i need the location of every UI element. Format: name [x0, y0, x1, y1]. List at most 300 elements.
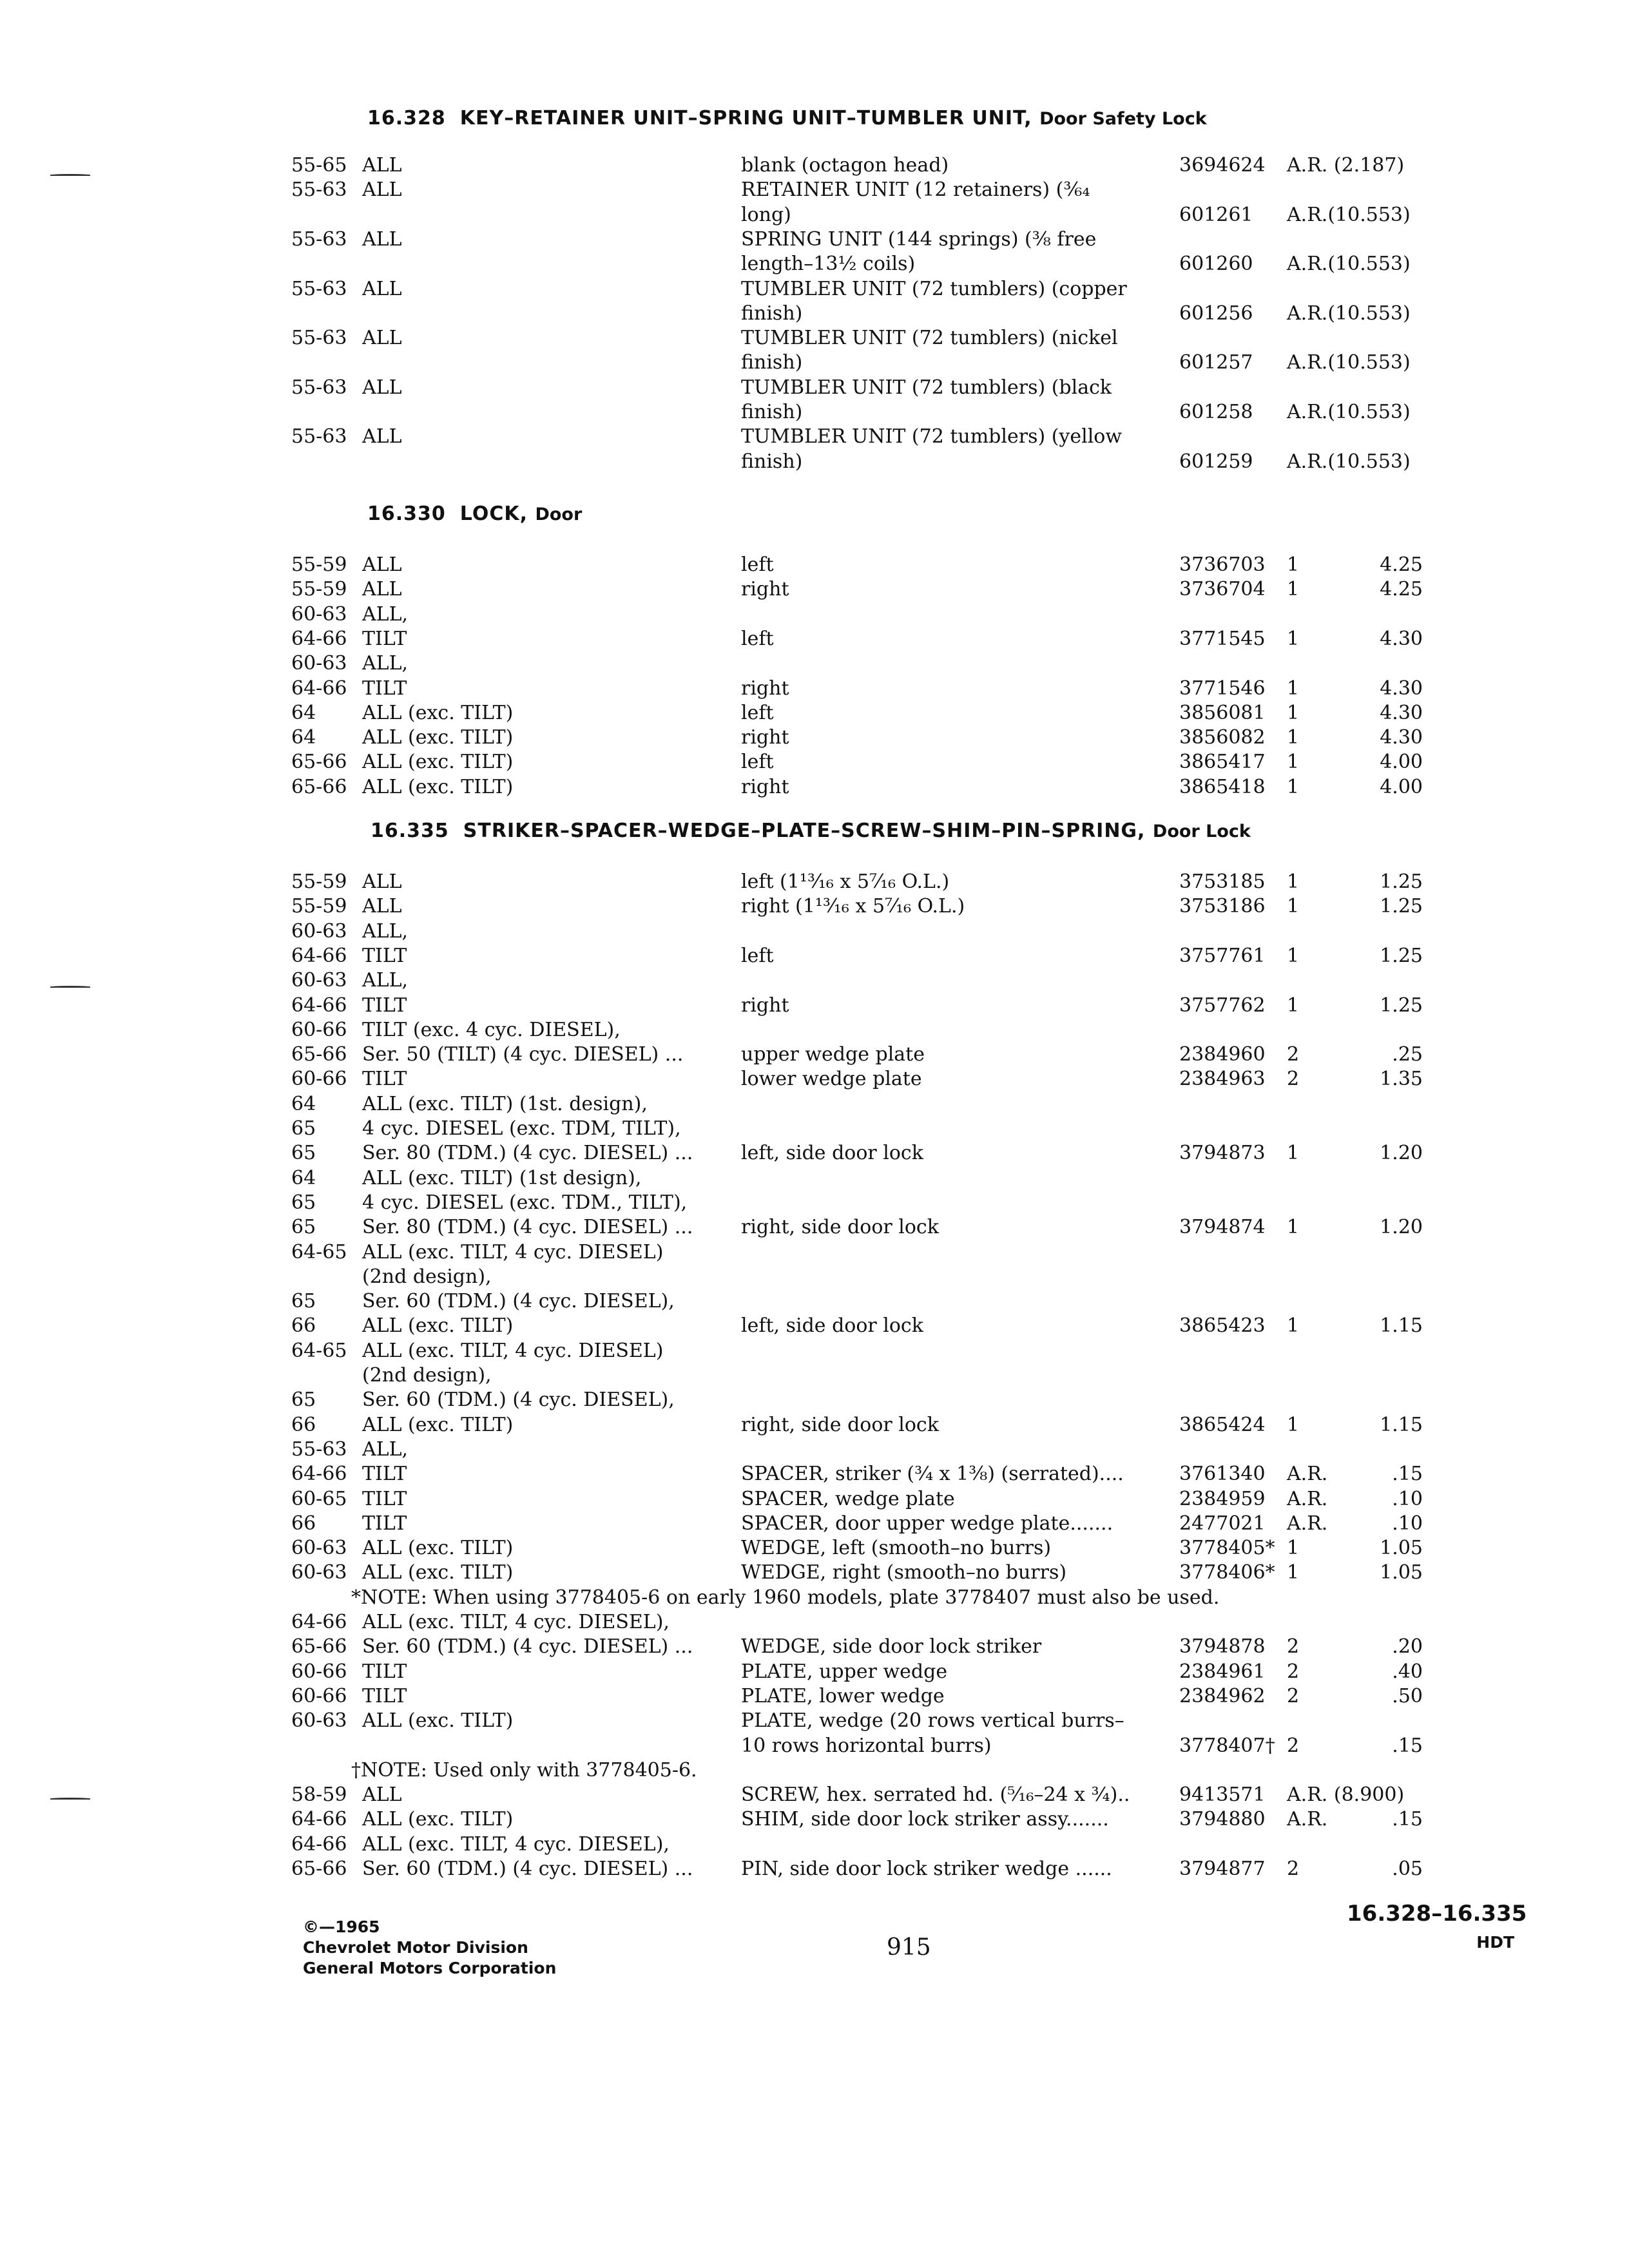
- part-number: 2384960: [1179, 1043, 1266, 1066]
- model-application: ALL (exc. TILT): [362, 1709, 514, 1733]
- quantity: 1: [1287, 677, 1300, 700]
- model-year: 55-63: [291, 178, 347, 202]
- part-description: left (1¹³⁄₁₆ x 5⁷⁄₁₆ O.L.): [741, 870, 950, 893]
- part-row: [0, 775, 1629, 800]
- model-application: Ser. 80 (TDM.) (4 cyc. DIESEL) ...: [362, 1216, 693, 1239]
- model-application: TILT: [362, 677, 407, 700]
- part-row: [0, 1215, 1629, 1240]
- part-description: upper wedge plate: [741, 1043, 925, 1066]
- model-year: 64-66: [291, 944, 347, 967]
- model-application: ALL (exc. TILT): [362, 1561, 514, 1584]
- part-description: RETAINER UNIT (12 retainers) (³⁄₆₄: [741, 178, 1090, 202]
- quantity: A.R.: [1287, 1487, 1328, 1510]
- part-row: [0, 677, 1629, 701]
- quantity: A.R.: [1287, 1808, 1328, 1831]
- quantity: 1: [1287, 1413, 1300, 1436]
- model-application: Ser. 60 (TDM.) (4 cyc. DIESEL),: [362, 1290, 675, 1313]
- price: .15: [1392, 1734, 1423, 1757]
- model-application: ALL: [362, 578, 402, 601]
- model-application: ALL (exc. TILT, 4 cyc. DIESEL): [362, 1339, 664, 1362]
- part-description: right, side door lock: [741, 1413, 939, 1436]
- binding-mark: [50, 174, 90, 176]
- part-number: 3865418: [1179, 775, 1266, 798]
- part-number: 3694624: [1179, 154, 1266, 177]
- quantity-price: A.R.(10.553): [1287, 253, 1411, 276]
- part-row: [0, 1832, 1629, 1857]
- model-year: 65: [291, 1117, 316, 1140]
- section-range: 16.328–16.335: [1347, 1901, 1527, 1927]
- part-row: [0, 1141, 1629, 1166]
- part-row: [0, 701, 1629, 726]
- quantity: 2: [1287, 1660, 1300, 1683]
- model-application: ALL: [362, 178, 402, 202]
- part-row: [0, 919, 1629, 944]
- quantity: 2: [1287, 1684, 1300, 1707]
- model-year: 65-66: [291, 751, 347, 774]
- part-row: [0, 1561, 1629, 1585]
- part-row: [0, 1117, 1629, 1141]
- division-code: HDT: [1476, 1933, 1514, 1952]
- model-year: 66: [291, 1413, 316, 1436]
- part-row: [0, 252, 1629, 276]
- part-description: right (1¹³⁄₁₆ x 5⁷⁄₁₆ O.L.): [741, 895, 965, 918]
- part-row: [0, 602, 1629, 627]
- model-year: 55-63: [291, 376, 347, 399]
- part-description: blank (octagon head): [741, 154, 949, 177]
- model-application: ALL (exc. TILT): [362, 701, 514, 724]
- model-year: 64-65: [291, 1240, 347, 1264]
- model-year: 60-63: [291, 652, 347, 675]
- model-year: 60-63: [291, 919, 347, 943]
- price: 4.25: [1380, 553, 1423, 576]
- part-row: [0, 1734, 1629, 1758]
- model-year: 60-66: [291, 1684, 347, 1707]
- model-year: 64: [291, 1092, 316, 1115]
- part-description: left: [741, 751, 774, 774]
- part-row: [0, 1067, 1629, 1091]
- part-description: left: [741, 701, 774, 724]
- part-description: left, side door lock: [741, 1314, 923, 1338]
- quantity-price: A.R.(10.553): [1287, 302, 1411, 325]
- price: 1.25: [1380, 870, 1423, 893]
- part-row: [0, 726, 1629, 750]
- model-application: TILT: [362, 1512, 407, 1535]
- price: 4.25: [1380, 578, 1423, 601]
- part-number: 3761340: [1179, 1463, 1266, 1486]
- part-description: SPACER, striker (¾ x 1⅜) (serrated)....: [741, 1463, 1124, 1486]
- model-year: 55-65: [291, 154, 347, 177]
- quantity-price: A.R.(10.553): [1287, 351, 1411, 374]
- part-description: long): [741, 203, 791, 226]
- part-description: SPRING UNIT (144 springs) (⅜ free: [741, 227, 1097, 251]
- quantity: 1: [1287, 944, 1300, 967]
- part-description: left: [741, 553, 774, 576]
- model-year: 55-59: [291, 870, 347, 893]
- part-number: 3794878: [1179, 1635, 1266, 1658]
- model-application: ALL (exc. TILT): [362, 726, 514, 749]
- part-row: [0, 1240, 1629, 1265]
- part-description: TUMBLER UNIT (72 tumblers) (black: [741, 376, 1112, 399]
- model-application: (2nd design),: [362, 1364, 492, 1387]
- quantity: 1: [1287, 1537, 1300, 1560]
- part-row: [0, 450, 1629, 474]
- section-title: 16.335 STRIKER–SPACER–WEDGE–PLATE–SCREW–SHIM–PIN–SPRING, Door Lock: [371, 820, 1251, 842]
- model-application: TILT: [362, 1660, 407, 1683]
- part-row: [0, 1413, 1629, 1437]
- part-row: [0, 1092, 1629, 1117]
- model-application: ALL: [362, 425, 402, 448]
- section-title: 16.328 KEY–RETAINER UNIT–SPRING UNIT–TUMBLER UNIT, Door Safety Lock: [367, 107, 1207, 130]
- quantity: 1: [1287, 553, 1300, 576]
- part-description: right: [741, 578, 789, 601]
- model-application: ALL (exc. TILT) (1st design),: [362, 1166, 642, 1189]
- corporation: General Motors Corporation: [303, 1959, 557, 1977]
- part-description: SCREW, hex. serrated hd. (⁵⁄₁₆–24 x ¾)..: [741, 1783, 1130, 1807]
- model-application: ALL (exc. TILT): [362, 775, 514, 798]
- model-year: 64-66: [291, 994, 347, 1017]
- part-number: 3778407†: [1179, 1734, 1275, 1757]
- price: .10: [1392, 1512, 1423, 1535]
- price: 1.15: [1380, 1314, 1423, 1338]
- part-description: finish): [741, 302, 803, 325]
- price: .25: [1392, 1043, 1423, 1066]
- part-row: [0, 627, 1629, 651]
- part-number: 3778405*: [1179, 1537, 1275, 1560]
- model-application: ALL (exc. TILT): [362, 1808, 514, 1831]
- section-title: 16.330 LOCK, Door: [367, 503, 583, 525]
- model-year: 60-66: [291, 1018, 347, 1041]
- note-text: †NOTE: Used only with 3778405-6.: [351, 1758, 697, 1782]
- model-year: 64-66: [291, 1808, 347, 1831]
- part-description: WEDGE, side door lock striker: [741, 1635, 1042, 1658]
- model-year: 58-59: [291, 1783, 347, 1807]
- quantity: 1: [1287, 994, 1300, 1017]
- quantity: 1: [1287, 578, 1300, 601]
- model-application: Ser. 60 (TDM.) (4 cyc. DIESEL) ...: [362, 1635, 693, 1658]
- part-row: [0, 1709, 1629, 1733]
- part-description: SHIM, side door lock striker assy.......: [741, 1808, 1109, 1831]
- model-year: 65: [291, 1142, 316, 1165]
- part-number: 3778406*: [1179, 1561, 1275, 1584]
- part-description: left: [741, 944, 774, 967]
- part-row: [0, 1487, 1629, 1512]
- model-application: ALL (exc. TILT): [362, 1413, 514, 1436]
- part-description: right: [741, 994, 789, 1017]
- model-application: 4 cyc. DIESEL (exc. TDM., TILT),: [362, 1191, 688, 1214]
- part-description: TUMBLER UNIT (72 tumblers) (nickel: [741, 327, 1118, 350]
- part-row: [0, 1635, 1629, 1659]
- model-year: 66: [291, 1314, 316, 1338]
- part-row: [0, 1265, 1629, 1289]
- model-year: 65-66: [291, 1043, 347, 1066]
- part-row: [0, 227, 1629, 252]
- model-year: 66: [291, 1512, 316, 1535]
- model-application: ALL: [362, 376, 402, 399]
- part-number: 3736703: [1179, 553, 1266, 576]
- part-number: 2477021: [1179, 1512, 1266, 1535]
- division: Chevrolet Motor Division: [303, 1938, 528, 1957]
- part-description: TUMBLER UNIT (72 tumblers) (copper: [741, 277, 1127, 300]
- part-row: [0, 1807, 1629, 1832]
- model-year: 55-63: [291, 227, 347, 251]
- binding-mark: [50, 986, 90, 988]
- part-row: [0, 1857, 1629, 1881]
- part-row: [0, 1610, 1629, 1635]
- model-year: 55-63: [291, 277, 347, 300]
- part-number: 3794874: [1179, 1216, 1266, 1239]
- part-number: 3753185: [1179, 870, 1266, 893]
- part-row: [0, 994, 1629, 1018]
- model-application: ALL: [362, 327, 402, 350]
- part-row: [0, 1684, 1629, 1709]
- part-description: right: [741, 726, 789, 749]
- model-application: TILT: [362, 1068, 407, 1091]
- model-application: ALL: [362, 154, 402, 177]
- part-row: [0, 870, 1629, 894]
- model-application: ALL (exc. TILT, 4 cyc. DIESEL): [362, 1240, 664, 1264]
- part-row: [0, 351, 1629, 375]
- price: 1.05: [1380, 1537, 1423, 1560]
- part-description: finish): [741, 351, 803, 374]
- price: 1.35: [1380, 1068, 1423, 1091]
- part-row: [0, 376, 1629, 400]
- part-description: WEDGE, left (smooth–no burrs): [741, 1537, 1052, 1560]
- part-description: lower wedge plate: [741, 1068, 922, 1091]
- part-number: 3753186: [1179, 895, 1266, 918]
- part-row: [0, 1363, 1629, 1388]
- price: 4.00: [1380, 751, 1423, 774]
- part-number: 601257: [1179, 351, 1253, 374]
- part-row: [0, 1339, 1629, 1363]
- footer-section-range: [1347, 1901, 1527, 1952]
- part-row: [0, 203, 1629, 227]
- model-application: ALL (exc. TILT): [362, 1537, 514, 1560]
- part-number: 3794877: [1179, 1858, 1266, 1880]
- note-text: *NOTE: When using 3778405-6 on early 1960 models, plate 3778407 must also be used.: [351, 1586, 1220, 1609]
- model-year: 64-66: [291, 1611, 347, 1633]
- note-row: [0, 1586, 1629, 1610]
- part-description: right: [741, 677, 789, 700]
- model-application: TILT: [362, 1684, 407, 1707]
- price: .15: [1392, 1808, 1423, 1831]
- model-application: ALL: [362, 870, 402, 893]
- model-year: 64: [291, 1166, 316, 1189]
- model-application: TILT: [362, 627, 407, 650]
- price: 1.25: [1380, 944, 1423, 967]
- price: .50: [1392, 1684, 1423, 1707]
- model-year: 64-66: [291, 1832, 347, 1856]
- model-application: ALL: [362, 227, 402, 251]
- quantity: 1: [1287, 751, 1300, 774]
- part-row: [0, 1191, 1629, 1215]
- price: 1.25: [1380, 994, 1423, 1017]
- part-description: PLATE, lower wedge: [741, 1684, 945, 1707]
- quantity: 1: [1287, 726, 1300, 749]
- part-description: PIN, side door lock striker wedge ......: [741, 1858, 1112, 1880]
- part-row: [0, 1388, 1629, 1412]
- model-year: 65-66: [291, 1635, 347, 1658]
- model-year: 65: [291, 1389, 316, 1412]
- part-description: TUMBLER UNIT (72 tumblers) (yellow: [741, 425, 1123, 448]
- part-number: 3865423: [1179, 1314, 1266, 1338]
- model-application: Ser. 60 (TDM.) (4 cyc. DIESEL) ...: [362, 1858, 693, 1880]
- quantity: 1: [1287, 870, 1300, 893]
- page-number: 915: [887, 1934, 931, 1961]
- model-year: 55-59: [291, 578, 347, 601]
- part-description: SPACER, door upper wedge plate.......: [741, 1512, 1113, 1535]
- model-year: 60-66: [291, 1660, 347, 1683]
- model-application: Ser. 60 (TDM.) (4 cyc. DIESEL),: [362, 1389, 675, 1412]
- part-row: [0, 894, 1629, 919]
- quantity: 1: [1287, 701, 1300, 724]
- model-application: ALL,: [362, 1437, 409, 1461]
- model-year: 60-66: [291, 1068, 347, 1091]
- model-year: 64: [291, 726, 316, 749]
- part-row: [0, 651, 1629, 676]
- price: .20: [1392, 1635, 1423, 1658]
- note-row: [0, 1758, 1629, 1783]
- model-application: ALL,: [362, 602, 409, 626]
- part-description: WEDGE, right (smooth–no burrs): [741, 1561, 1067, 1584]
- quantity: 1: [1287, 627, 1300, 650]
- model-application: ALL,: [362, 919, 409, 943]
- model-year: 60-63: [291, 1709, 347, 1733]
- part-number: 3856081: [1179, 701, 1266, 724]
- quantity: 2: [1287, 1635, 1300, 1658]
- quantity: A.R.: [1287, 1463, 1328, 1486]
- model-year: 55-59: [291, 553, 347, 576]
- part-row: [0, 302, 1629, 326]
- price: 4.30: [1380, 701, 1423, 724]
- part-number: 9413571: [1179, 1783, 1266, 1807]
- part-description: SPACER, wedge plate: [741, 1487, 955, 1510]
- model-application: ALL (exc. TILT): [362, 1314, 514, 1338]
- part-row: [0, 178, 1629, 202]
- model-year: 60-63: [291, 1561, 347, 1584]
- binding-mark: [50, 1798, 90, 1800]
- model-application: 4 cyc. DIESEL (exc. TDM, TILT),: [362, 1117, 681, 1140]
- copyright: ©—1965: [303, 1917, 380, 1936]
- quantity: 1: [1287, 895, 1300, 918]
- part-row: [0, 577, 1629, 602]
- part-row: [0, 1043, 1629, 1067]
- part-number: 2384963: [1179, 1068, 1266, 1091]
- part-row: [0, 1018, 1629, 1043]
- model-application: (2nd design),: [362, 1265, 492, 1288]
- model-year: 55-59: [291, 895, 347, 918]
- part-row: [0, 1437, 1629, 1462]
- part-row: [0, 326, 1629, 351]
- model-application: ALL,: [362, 652, 409, 675]
- model-year: 65-66: [291, 1858, 347, 1880]
- part-number: 3771546: [1179, 677, 1266, 700]
- model-year: 65: [291, 1290, 316, 1313]
- part-row: [0, 277, 1629, 302]
- part-description: length–13½ coils): [741, 253, 916, 276]
- model-application: ALL (exc. TILT, 4 cyc. DIESEL),: [362, 1832, 670, 1856]
- part-description: 10 rows horizontal burrs): [741, 1734, 992, 1757]
- model-application: ALL (exc. TILT): [362, 751, 514, 774]
- quantity: 1: [1287, 1561, 1300, 1584]
- model-application: ALL: [362, 1783, 402, 1807]
- part-number: 601256: [1179, 302, 1253, 325]
- model-application: Ser. 80 (TDM.) (4 cyc. DIESEL) ...: [362, 1142, 693, 1165]
- model-application: Ser. 50 (TILT) (4 cyc. DIESEL) ...: [362, 1043, 684, 1066]
- model-application: ALL (exc. TILT, 4 cyc. DIESEL),: [362, 1611, 670, 1633]
- model-year: 65-66: [291, 775, 347, 798]
- part-description: left: [741, 627, 774, 650]
- part-number: 3794880: [1179, 1808, 1266, 1831]
- part-row: [0, 1462, 1629, 1486]
- price: 4.00: [1380, 775, 1423, 798]
- part-number: 3771545: [1179, 627, 1266, 650]
- part-row: [0, 750, 1629, 774]
- price: 1.20: [1380, 1142, 1423, 1165]
- quantity: 2: [1287, 1734, 1300, 1757]
- price: .05: [1392, 1858, 1423, 1880]
- quantity: 1: [1287, 775, 1300, 798]
- model-year: 60-63: [291, 602, 347, 626]
- price: 4.30: [1380, 677, 1423, 700]
- quantity-price: A.R. (2.187): [1287, 154, 1405, 177]
- model-year: 64-66: [291, 1463, 347, 1486]
- model-application: TILT: [362, 1463, 407, 1486]
- part-number: 601258: [1179, 401, 1253, 423]
- part-description: right: [741, 775, 789, 798]
- model-year: 64-66: [291, 677, 347, 700]
- part-row: [0, 1660, 1629, 1684]
- part-row: [0, 400, 1629, 425]
- price: .10: [1392, 1487, 1423, 1510]
- model-application: ALL,: [362, 969, 409, 992]
- model-application: TILT: [362, 1487, 407, 1510]
- part-number: 3865417: [1179, 751, 1266, 774]
- part-row: [0, 1512, 1629, 1536]
- model-application: TILT (exc. 4 cyc. DIESEL),: [362, 1018, 621, 1041]
- part-row: [0, 944, 1629, 968]
- part-row: [0, 1289, 1629, 1314]
- model-year: 64-66: [291, 627, 347, 650]
- price: .40: [1392, 1660, 1423, 1683]
- model-year: 64: [291, 701, 316, 724]
- part-description: finish): [741, 450, 803, 473]
- quantity: 2: [1287, 1043, 1300, 1066]
- part-number: 601261: [1179, 203, 1253, 226]
- quantity-price: A.R.(10.553): [1287, 450, 1411, 473]
- price: 1.20: [1380, 1216, 1423, 1239]
- part-row: [0, 1314, 1629, 1338]
- model-application: ALL: [362, 277, 402, 300]
- part-description: left, side door lock: [741, 1142, 923, 1165]
- part-description: finish): [741, 401, 803, 423]
- part-row: [0, 553, 1629, 577]
- model-year: 60-63: [291, 1537, 347, 1560]
- part-row: [0, 153, 1629, 178]
- part-description: PLATE, wedge (20 rows vertical burrs–: [741, 1709, 1124, 1733]
- model-year: 55-63: [291, 425, 347, 448]
- part-row: [0, 968, 1629, 993]
- part-description: right, side door lock: [741, 1216, 939, 1239]
- footer-publisher: [303, 1917, 556, 1979]
- model-year: 60-63: [291, 969, 347, 992]
- model-year: 60-65: [291, 1487, 347, 1510]
- part-number: 3865424: [1179, 1413, 1266, 1436]
- price: 4.30: [1380, 627, 1423, 650]
- quantity-price: A.R. (8.900): [1287, 1783, 1405, 1807]
- part-number: 3757762: [1179, 994, 1266, 1017]
- model-application: TILT: [362, 944, 407, 967]
- part-number: 3757761: [1179, 944, 1266, 967]
